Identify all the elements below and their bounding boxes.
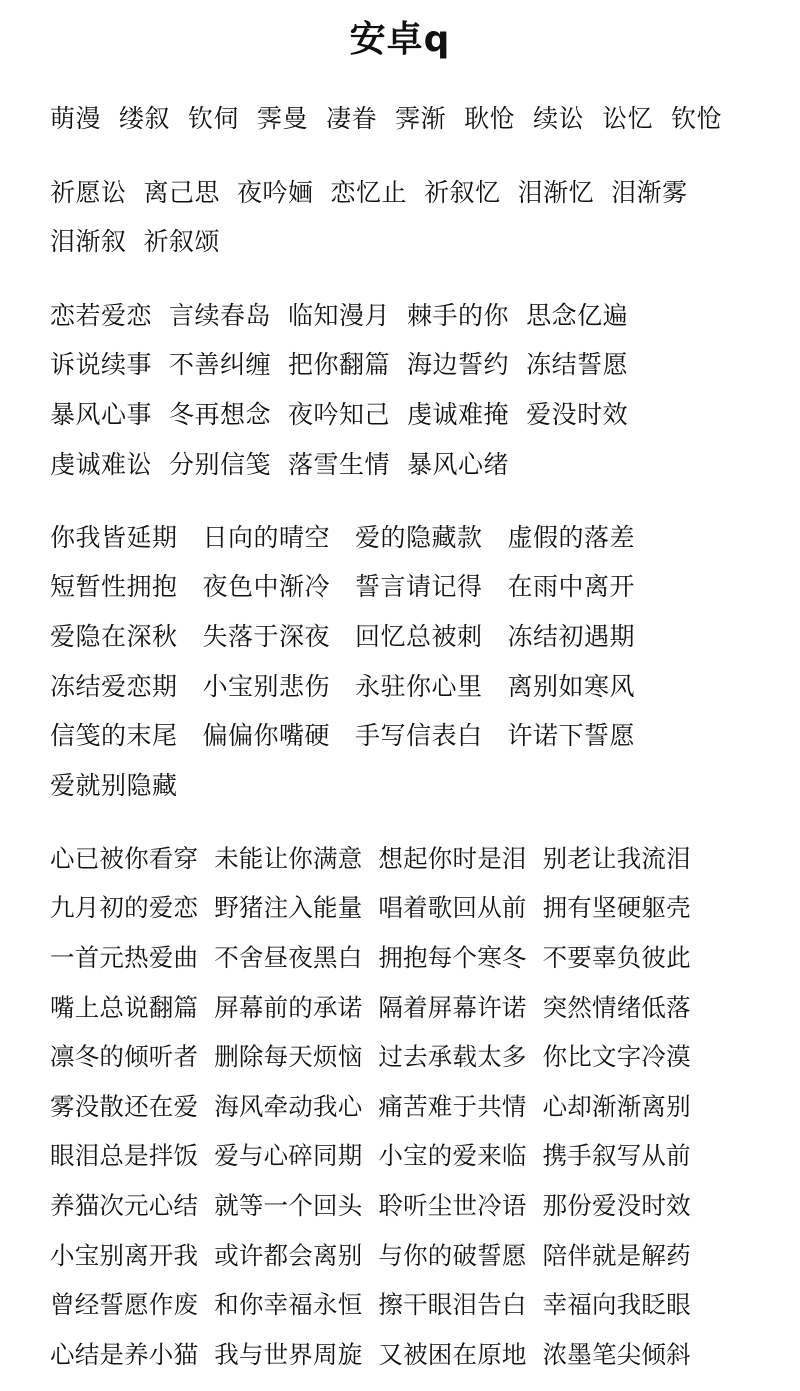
name-item: 虔诚难讼	[50, 449, 153, 479]
name-row	[50, 1032, 770, 1082]
name-item: 棘手的你	[407, 300, 510, 330]
name-item: 临知漫月	[288, 300, 391, 330]
name-item: 聆听尘世冷语	[378, 1190, 527, 1220]
name-item: 暴风心绪	[407, 449, 510, 479]
name-item: 一首元热爱曲	[50, 942, 199, 972]
name-row	[50, 563, 770, 613]
name-item: 凛冬的倾听者	[50, 1042, 199, 1072]
name-item: 心却渐渐离别	[542, 1091, 691, 1121]
name-item: 又被困在原地	[378, 1339, 527, 1369]
name-item: 夜吟知己	[288, 399, 391, 429]
name-item: 突然情绪低落	[542, 992, 691, 1022]
name-item: 缕叙	[119, 103, 171, 133]
name-item: 痛苦难于共情	[378, 1091, 527, 1121]
name-item: 冻结爱恋期	[50, 671, 178, 701]
name-item: 夜色中渐冷	[202, 572, 331, 602]
name-item: 凄眷	[326, 103, 378, 133]
name-item: 心已被你看穿	[50, 843, 199, 873]
name-item: 霁曼	[257, 103, 309, 133]
name-item: 不要辜负彼此	[542, 942, 691, 972]
name-item: 与你的破誓愿	[378, 1240, 527, 1270]
name-item: 言续春岛	[169, 300, 272, 330]
name-item: 把你翻篇	[288, 350, 391, 380]
name-item: 泪渐忆	[517, 177, 595, 207]
name-item: 信笺的末尾	[50, 721, 178, 751]
name-item: 你我皆延期	[50, 522, 178, 552]
name-item: 冬再想念	[169, 399, 272, 429]
name-item: 我与世界周旋	[214, 1339, 363, 1369]
name-row	[50, 662, 770, 712]
name-item: 虚假的落差	[507, 522, 636, 552]
name-item: 九月初的爱恋	[50, 893, 199, 923]
name-row	[50, 933, 770, 983]
name-row	[50, 341, 770, 391]
name-item: 夜吟婳	[237, 177, 314, 207]
name-item: 泪渐叙	[50, 227, 127, 257]
name-item: 海边誓约	[407, 350, 510, 380]
name-item: 冻结初遇期	[507, 621, 636, 651]
name-item: 失落于深夜	[202, 621, 331, 651]
name-item: 祈叙颂	[143, 227, 221, 257]
name-item: 屏幕前的承诺	[214, 992, 363, 1022]
name-item: 恋若爱恋	[50, 300, 153, 330]
name-item: 曾经誓愿作废	[50, 1290, 199, 1320]
name-item: 别老让我流泪	[542, 843, 691, 873]
name-row	[50, 1132, 770, 1182]
name-item: 那份爱没时效	[542, 1190, 691, 1220]
name-item: 冻结誓愿	[526, 350, 629, 380]
name-item: 钦伺	[188, 103, 240, 133]
name-item: 分别信笺	[169, 449, 272, 479]
name-item: 爱隐在深秋	[50, 621, 178, 651]
name-row	[50, 1082, 770, 1132]
name-row	[50, 440, 770, 490]
name-item: 唱着歌回从前	[378, 893, 527, 923]
name-group-five-char	[50, 513, 770, 811]
name-item: 祈愿讼	[50, 177, 127, 207]
name-item: 携手叙写从前	[542, 1141, 691, 1171]
name-item: 浓墨笔尖倾斜	[542, 1339, 691, 1369]
name-item: 野猪注入能量	[214, 893, 363, 923]
name-item: 养猫次元心结	[50, 1190, 199, 1220]
name-item: 讼忆	[602, 103, 654, 133]
name-row	[50, 983, 770, 1033]
name-item: 和你幸福永恒	[214, 1290, 363, 1320]
name-group-six-char	[50, 834, 770, 1380]
name-item: 虔诚难掩	[407, 399, 510, 429]
name-row	[50, 612, 770, 662]
name-row	[50, 390, 770, 440]
name-group-four-char	[50, 291, 770, 489]
name-item: 日向的晴空	[202, 522, 331, 552]
name-item: 离己思	[143, 177, 221, 207]
name-item: 短暂性拥抱	[50, 572, 178, 602]
name-item: 誓言请记得	[355, 572, 483, 602]
name-item: 萌漫	[50, 103, 102, 133]
name-item: 爱就别隐藏	[50, 770, 178, 800]
name-item: 思念亿遍	[526, 300, 629, 330]
name-row	[50, 94, 770, 144]
name-row	[50, 1181, 770, 1231]
name-item: 小宝别悲伤	[202, 671, 331, 701]
name-item: 钦怆	[671, 103, 723, 133]
name-row	[50, 218, 770, 268]
name-item: 爱没时效	[526, 399, 629, 429]
name-item: 爱与心碎同期	[214, 1141, 363, 1171]
name-item: 删除每天烦恼	[214, 1042, 363, 1072]
name-item: 你比文字冷漠	[542, 1042, 691, 1072]
name-row	[50, 761, 770, 811]
name-row	[50, 1231, 770, 1281]
name-item: 拥抱每个寒冬	[378, 942, 527, 972]
name-item: 眼泪总是拌饭	[50, 1141, 199, 1171]
name-item: 嘴上总说翻篇	[50, 992, 199, 1022]
name-row	[50, 834, 770, 884]
name-item: 偏偏你嘴硬	[202, 721, 331, 751]
name-item: 爱的隐藏款	[355, 522, 483, 552]
name-item: 在雨中离开	[507, 572, 636, 602]
name-item: 离别如寒风	[507, 671, 636, 701]
name-item: 小宝别离开我	[50, 1240, 199, 1270]
name-item: 隔着屏幕许诺	[378, 992, 527, 1022]
name-row	[50, 513, 770, 563]
name-row	[50, 884, 770, 934]
name-group-three-char	[50, 168, 770, 267]
name-item: 不善纠缠	[169, 350, 272, 380]
name-item: 雾没散还在爱	[50, 1091, 199, 1121]
name-item: 泪渐雾	[611, 177, 688, 207]
name-item: 暴风心事	[50, 399, 153, 429]
name-item: 小宝的爱来临	[378, 1141, 527, 1171]
name-item: 拥有坚硬躯壳	[542, 893, 691, 923]
name-item: 耿怆	[464, 103, 516, 133]
name-item: 海风牵动我心	[214, 1091, 363, 1121]
name-item: 擦干眼泪告白	[378, 1290, 527, 1320]
name-row	[50, 168, 770, 218]
name-item: 霁渐	[395, 103, 447, 133]
page-title: 安卓q	[349, 19, 451, 60]
name-item: 未能让你满意	[214, 843, 363, 873]
name-item: 幸福向我眨眼	[542, 1290, 691, 1320]
name-group-two-char	[50, 94, 770, 144]
name-item: 续讼	[533, 103, 585, 133]
name-row	[50, 1330, 770, 1380]
name-item: 陪伴就是解药	[542, 1240, 691, 1270]
name-item: 永驻你心里	[355, 671, 483, 701]
name-row	[50, 291, 770, 341]
name-item: 就等一个回头	[214, 1190, 363, 1220]
name-item: 手写信表白	[355, 721, 483, 751]
name-item: 或许都会离别	[214, 1240, 363, 1270]
name-row	[50, 1280, 770, 1330]
name-item: 想起你时是泪	[378, 843, 527, 873]
name-item: 回忆总被刺	[355, 621, 483, 651]
name-item: 恋忆止	[330, 177, 408, 207]
name-item: 祈叙忆	[424, 177, 501, 207]
name-item: 许诺下誓愿	[507, 721, 636, 751]
name-item: 过去承载太多	[378, 1042, 527, 1072]
name-item: 不舍昼夜黑白	[214, 942, 363, 972]
name-row	[50, 711, 770, 761]
name-item: 心结是养小猫	[50, 1339, 199, 1369]
name-item: 落雪生情	[288, 449, 391, 479]
name-item: 诉说续事	[50, 350, 153, 380]
